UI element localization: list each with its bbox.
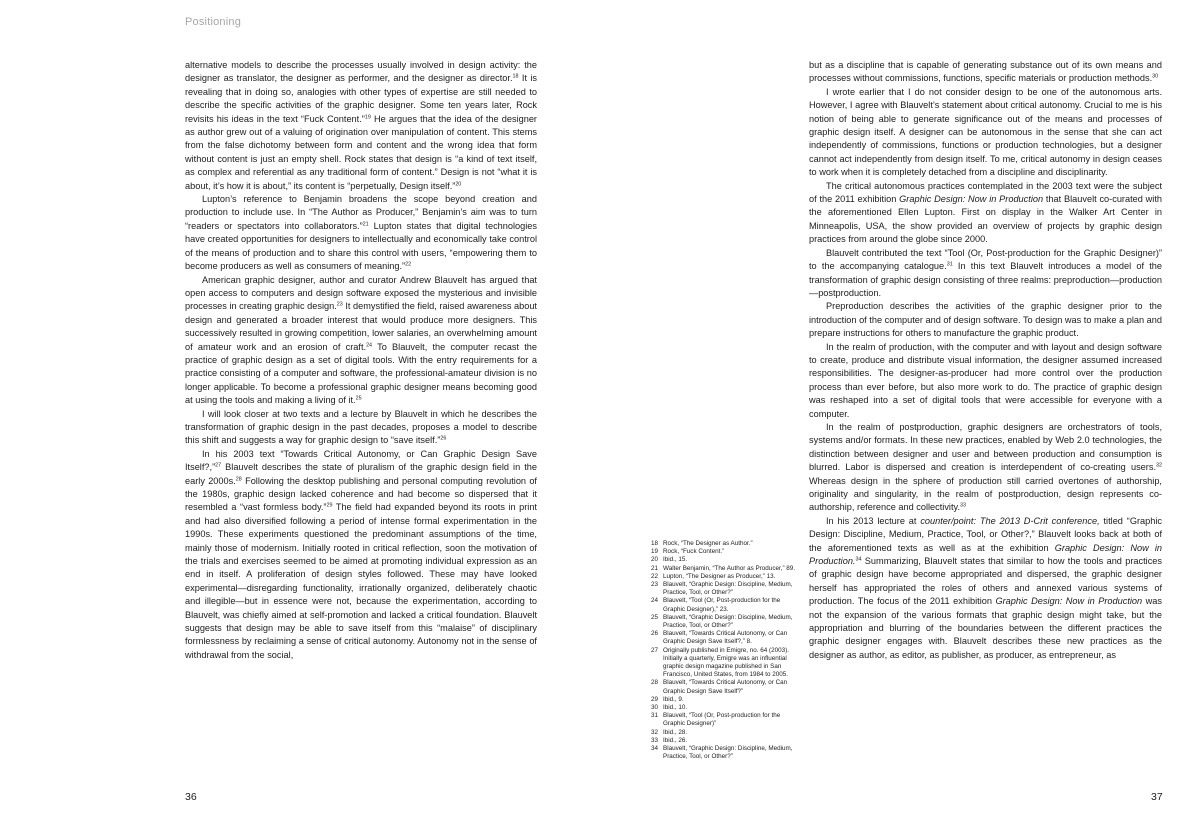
footnote-number: 19 [651, 548, 659, 556]
body-paragraph [809, 300, 1162, 340]
footnote-ref: 21 [362, 221, 369, 228]
footnote [651, 704, 797, 712]
footnote [651, 679, 797, 695]
footnote-text: Blauvelt, “Graphic Design: Discipline, Medium, Practice, Tool, or Other?” [663, 613, 793, 630]
footnote-ref: 22 [405, 261, 412, 268]
text-run: Lupton states that digital technologies have created opportunities for designers to intellectually and economically take control of the means of production and to share this control with users, “empowering them to become producers as well as consumers of meaning.” [185, 220, 538, 272]
text-run: was not the expansion of the various formats that graphic design might take, but the appropriation and blurring of the boundaries between the different practices the graphic designer engages with. Blauvelt describes these new practices as the designer as author, as editor, as publisher, as producer, as entrepreneur, as [809, 596, 1162, 660]
text-run: that Blauvelt co-curated with the aforementioned Ellen Lupton. First on display in the Walker Art Center in Minneapolis, USA, the show provided an overview of projects by graphic design practices from around the globe since 2000. [809, 194, 1162, 245]
footnote [651, 581, 797, 597]
body-paragraph [185, 408, 537, 448]
body-paragraph [809, 247, 1162, 301]
footnote-text: Ibid., 10. [663, 704, 688, 712]
text-run: Blauvelt describes the state of pluralism of the graphic design field in the early 2000s. [185, 462, 537, 486]
footnote-number: 23 [651, 581, 659, 589]
page-number-left: 36 [185, 791, 197, 803]
footnote-text: Rock, “The Designer as Author.” [663, 540, 753, 547]
footnote [651, 630, 797, 646]
footnote [651, 647, 797, 680]
footnote-ref: 33 [960, 502, 966, 509]
footnote-text: Rock, “Fuck Content.” [663, 548, 725, 556]
footnote-text: Ibid., 15. [663, 556, 688, 564]
footnote-text: Blauvelt, “Tool (Or, Post-production for the Graphic Designer),” 23. [663, 597, 781, 613]
footnote-ref: 28 [235, 476, 242, 483]
footnote-text: Blauvelt, “Graphic Design: Discipline, Medium, Practice, Tool, or Other?” [663, 581, 793, 597]
body-paragraph [809, 59, 1162, 86]
footnote-ref: 29 [326, 502, 333, 509]
footnote-number: 29 [651, 695, 659, 703]
footnote-number: 21 [651, 564, 659, 572]
footnote-ref: 34 [855, 556, 862, 563]
text-run: Summarizing, Blauvelt states that similar to how the tools and practices of graphic design have become appropriated and dispersed, the graphic designer herself has appropriated the roles of others and annexed various systems of production. The focus of the 2011 exhibition [809, 556, 1162, 607]
footnote-ref: 31 [946, 261, 953, 268]
body-paragraph [185, 448, 537, 663]
footnote-number: 25 [651, 613, 659, 621]
text-run: I will look closer at two texts and a lecture by Blauvelt in which he describes the transformation of graphic design in the past decades, proposes a model to describe this shift and suggests a way for graphic design to “save itself.” [185, 408, 537, 446]
italic-title: Graphic Design: Now in Production. [809, 542, 1162, 567]
footnote-ref: 30 [1152, 73, 1159, 80]
body-paragraph [185, 274, 537, 408]
text-run: In his 2003 text “Towards Critical Autonomy, or Can Graphic Design Save Itself?,” [185, 448, 537, 473]
footnote-number: 31 [651, 712, 659, 720]
text-run: alternative models to describe the processes usually involved in design activity: the designer as translator, the designer as performer, and the designer as director. [185, 60, 537, 84]
footnote-number: 26 [651, 630, 659, 638]
body-paragraph [185, 193, 537, 273]
text-run: Lupton’s reference to Benjamin broadens the scope beyond creation and production to include use. In “The Author as Producer,” Benjamin’s aim was to turn “readers or spectators into collaborators.” [185, 194, 537, 231]
body-paragraph [809, 341, 1162, 421]
footnote [651, 745, 797, 761]
footnote-text: Ibid., 9. [663, 695, 684, 703]
text-run: titled “Graphic Design: Discipline, Medium, Practice, Tool, or Other?,” Blauvelt looks back at both of the aforementioned texts as well as at the exhibition [809, 515, 1162, 553]
body-paragraph [809, 515, 1162, 662]
page-number-right: 37 [1151, 791, 1163, 803]
italic-title: Graphic Design: Now in Production [899, 194, 1044, 205]
text-run: The critical autonomous practices contemplated in the 2003 text were the subject of the 2011 exhibition [809, 180, 1162, 205]
footnote [651, 565, 797, 573]
footnote-ref: 23 [336, 301, 343, 308]
footnote-text: Originally published in Emigre, no. 64 (2003). Initially a quarterly, Emigre was an influential graphic design magazine published in San Francisco, United States, from 1984 to 2005. [663, 646, 790, 679]
footnote [651, 548, 797, 556]
footnote-text: Blauvelt, “Graphic Design: Discipline, Medium, Practice, Tool, or Other?” [663, 745, 793, 761]
footnote-text: Walter Benjamin, “The Author as Producer,” 89. [663, 564, 796, 572]
running-head: Positioning [185, 16, 242, 28]
footnote-text: Blauvelt, “Tool (Or, Post-production for the Graphic Designer)” [663, 712, 781, 728]
text-run: Blauvelt contributed the text “Tool (Or, Post-production for the Graphic Designer)” to the accompanying catalogue. [809, 247, 1162, 272]
body-paragraph [185, 59, 537, 193]
footnote-number: 27 [651, 646, 659, 654]
footnote-number: 32 [651, 728, 659, 736]
footnote-number: 22 [651, 572, 659, 580]
body-paragraph [809, 86, 1162, 180]
footnote-number: 24 [651, 597, 659, 605]
text-run: He argues that the idea of the designer as author grew out of a valuing of origination over manipulation of content. This stems from the false dichotomy between form and content and the wrong idea that form without content is just an empty shell. Rock states that design is “a kind of text itself, as complex and referential as any traditional form of content.” Design is not “what it is about, it’s how it is about,” its content is “perpetually, Design itself.” [185, 113, 537, 191]
text-run: but as a discipline that is capable of generating substance out of its own means and processes without commissions, functions, specific materials or production methods. [809, 60, 1162, 84]
left-page-body [185, 59, 537, 662]
footnotes [651, 540, 797, 761]
footnote-ref: 25 [355, 395, 362, 402]
footnote-number: 30 [651, 704, 659, 712]
body-paragraph [809, 421, 1162, 515]
right-page-body [809, 59, 1162, 662]
footnote-text: Lupton, “The Designer as Producer,” 13. [663, 572, 776, 580]
footnote-number: 28 [651, 679, 659, 687]
text-run: In the realm of production, with the computer and with layout and design software to create, produce and distribute visual information, the designer assumed increased responsibilities. The designer-as-producer had more control over the production process than ever before, but also more work to do. The practice of graphic design was reshaped into a set of digital tools that were accessible for everyone with a computer. [809, 341, 1162, 419]
text-run: The field had expanded beyond its roots in print and had also diversified following a period of intense formal experimentation in the 1990s. These experiments questioned the predominant assumptions of the time, mainly those of modernism. Initially rooted in critical reflection, soon the motivation of the trials and exercises seemed to be aimed at promoting individual expression as an end in itself. A proliferation of design styles followed. These may have looked experimental—disregarding functionality, irrationally organized, deliberately chaotic and illegible—but in essence were not, because the experimentation, according to Blauvelt, was chiefly aimed at self-promotion and lacked a critical foundation. Blauvelt suggests that design may be able to save itself from this “malaise” of disciplinary formlessness by reclaiming a sense of critical autonomy. Autonomy not in the sense of withdrawal from the social, [185, 502, 537, 660]
text-run: American graphic designer, author and curator Andrew Blauvelt has argued that open access to computers and design software exposed the mysterious and invisible processes in creating graphic design. [185, 274, 537, 312]
footnote-number: 34 [651, 745, 659, 753]
footnote [651, 597, 797, 613]
footnote [651, 737, 797, 745]
text-run: Following the desktop publishing and personal computing revolution of the 1980s, graphic design lacked coherence and had become so dispersed that it resembled a “vast formless body.” [185, 475, 537, 513]
footnote [651, 696, 797, 704]
footnote-text: Ibid., 26. [663, 736, 688, 744]
footnote-number: 18 [651, 540, 659, 547]
text-run: It demystified the field, raised awareness about design and generated a broader interest that would produce more designers. This successively resulted in growing competition, lower salaries, an overwhelming amount of amateur work and an erosion of craft. [185, 301, 537, 352]
text-run: To Blauvelt, the computer recast the practice of graphic design as a set of digital tools. With the entry requirements for a practice consisting of a computer and software, the professional-amateur division is no longer applicable. To become a professional graphic designer means becoming good at using the tools and making a living of it. [185, 341, 538, 406]
footnote-ref: 26 [440, 435, 447, 442]
text-run: In the realm of postproduction, graphic designers are orchestrators of tools, systems and/or formats. In these new practices, enabled by Web 2.0 technologies, the distinction between designer and user and between production and consumption is blurred. Labor is dispersed and creation is interdependent of co-creating users. [809, 421, 1162, 473]
footnote-ref: 32 [1156, 462, 1162, 469]
footnote-ref: 24 [366, 342, 373, 349]
text-run: Preproduction describes the activities of the graphic designer prior to the introduction of the computer and of design software. To design was to make a plan and prepare instructions for others to manufacture the graphic product. [809, 301, 1162, 339]
footnote-ref: 20 [455, 181, 462, 188]
text-run: I wrote earlier that I do not consider design to be one of the autonomous arts. However, I agree with Blauvelt’s statement about critical autonomy. Crucial to me is his notion of being able to generate significance out of the means and processes of graphic design itself. A designer can be autonomous in the sense that she can act independently of commissions, functions or production technologies, but a designer cannot act independently from design itself. To me, critical autonomy in design ceases to work when it is completely detached from a discipline and disciplinarity. [809, 86, 1162, 178]
italic-title: Graphic Design: Now in Production [995, 596, 1143, 607]
footnote-number: 20 [651, 556, 659, 564]
footnote-text: Blauvelt, “Towards Critical Autonomy, or Can Graphic Design Save Itself?” [663, 679, 788, 695]
footnote [651, 556, 797, 564]
footnote [651, 540, 797, 548]
footnote [651, 614, 797, 630]
text-run: In his 2013 lecture at [826, 515, 921, 526]
footnote-text: Ibid., 28. [663, 728, 688, 736]
text-run: Whereas design in the sphere of production still carried overtones of authorship, originality and singularity, in the realm of postproduction, design represents co-authorship, reference and collectivity. [809, 475, 1162, 513]
footnote [651, 729, 797, 737]
footnote [651, 712, 797, 728]
footnote-text: Blauvelt, “Towards Critical Autonomy, or Can Graphic Design Save Itself?,” 8. [663, 630, 788, 646]
text-run: In this text Blauvelt introduces a model of the transformation of graphic design consisting of three realms: preproduction—production—postproduction. [809, 261, 1162, 298]
footnote-ref: 19 [364, 114, 371, 121]
footnote-ref: 18 [512, 73, 519, 80]
text-run: It is revealing that in doing so, analogies with other types of expertise are still needed to describe the specific activities of the graphic designer. Some ten years later, Rock revisits his ideas in the text “Fuck Content.” [185, 73, 537, 124]
footnote-ref: 27 [215, 462, 222, 469]
footnote-number: 33 [651, 736, 659, 744]
italic-title: counter/point: The 2013 D-Crit conference, [920, 515, 1100, 526]
body-paragraph [809, 180, 1162, 247]
footnote [651, 573, 797, 581]
